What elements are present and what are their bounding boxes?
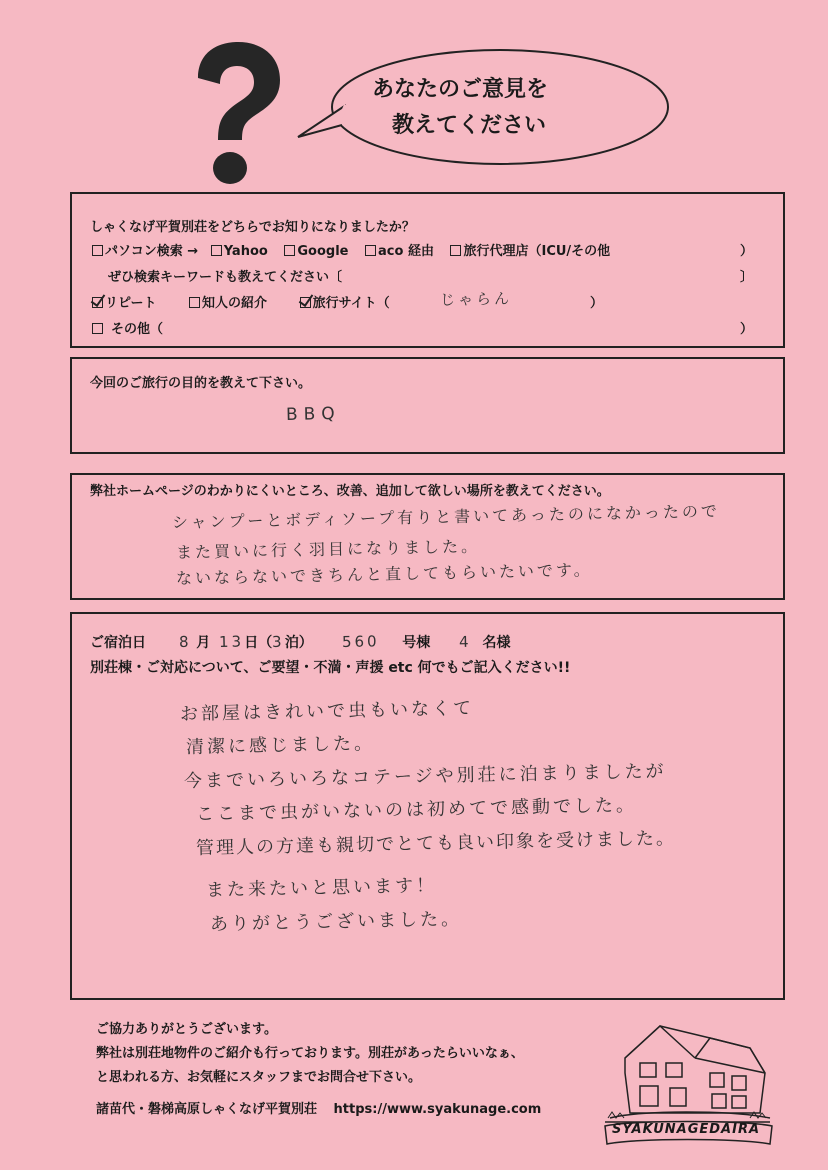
question-mark-icon (180, 40, 290, 190)
bubble-line-2: 教えてください (392, 113, 547, 138)
q4-answer-line-3: 今までいろいろなコテージや別荘に泊まりましたが (183, 760, 667, 792)
footer-thanks: ご協力ありがとうございます。 (96, 1022, 277, 1037)
footer-line-2: 弊社は別荘地物件のご紹介も行っております。別荘があったらいいなぁ、 (96, 1046, 524, 1061)
building-number: 560 (341, 632, 380, 651)
q4-answer-line-7: ありがとうございました。 (209, 908, 463, 935)
q4-answer-line-2: 清潔に感じました。 (185, 733, 376, 758)
q3-answer-line-2: また買いに行く羽目になりました。 (175, 536, 481, 562)
q4-title: 別荘棟・ご対応について、ご要望・不満・声援 etc 何でもご記入ください!! (90, 660, 571, 676)
yahoo-checkbox[interactable] (211, 245, 222, 256)
aco-checkbox[interactable] (365, 245, 376, 256)
other-checkbox[interactable] (92, 323, 103, 334)
q1-row4-close: ） (740, 322, 754, 337)
q1-row2-keyword: ぜひ検索キーワードも教えてください〔 (108, 270, 343, 285)
q1-row3-close: ） (590, 296, 604, 311)
q3-answer-line-3: ないならないできちんと直してもらいたいです。 (175, 560, 593, 588)
stay-row: ご宿泊日 8 月 13日（3泊） 560 号棟 4 名様 (90, 632, 511, 651)
stay-label: ご宿泊日 (90, 635, 146, 651)
q3-answer-line-1: シャンプーとボディソープ有りと書いてあったのになかったので (171, 501, 721, 532)
q2-answer: BBQ (285, 403, 341, 425)
stay-nights: 3 (272, 632, 285, 651)
people-count: 4 (458, 632, 472, 651)
travel-agency-checkbox[interactable] (450, 245, 461, 256)
q1-row1-close: ） (740, 244, 754, 259)
bubble-line-1: あなたのご意見を (372, 77, 549, 102)
friend-checkbox[interactable] (189, 297, 200, 308)
q2-title: 今回のご旅行の目的を教えて下さい。 (90, 376, 312, 391)
q1-row3: リピート 知人の紹介 旅行サイト（ (92, 292, 390, 311)
footer-url[interactable]: https://www.syakunage.com (333, 1102, 542, 1117)
q4-answer-line-6: また来たいと思います！ (205, 875, 438, 901)
travel-site-answer: じゃらん (439, 289, 513, 309)
q1-row4: その他（ (92, 318, 163, 337)
logo-text: SYAKUNAGEDAIRA (612, 1122, 761, 1137)
stay-day: 13 (218, 632, 245, 651)
q1-row2-close: 〕 (740, 270, 754, 285)
google-checkbox[interactable] (284, 245, 295, 256)
footer-line-3: と思われる方、お気軽にスタッフまでお問合せ下さい。 (96, 1070, 422, 1085)
pc-search-checkbox[interactable] (92, 245, 103, 256)
q4-answer-line-5: 管理人の方達も親切でとても良い印象を受けました。 (195, 827, 677, 859)
q4-answer-line-1: お部屋はきれいで虫もいなくて (179, 697, 475, 725)
q3-title: 弊社ホームページのわかりにくいところ、改善、追加して欲しい場所を教えてください。 (90, 484, 610, 499)
repeat-checkbox[interactable] (92, 297, 103, 308)
travel-site-checkbox[interactable] (300, 297, 311, 308)
q4-answer-line-4: ここまで虫がいないのは初めてで感動でした。 (195, 794, 638, 825)
q1-row1: パソコン検索 → Yahoo Google aco 経由 旅行代理店（ICU/その他 (92, 240, 610, 259)
q1-title: しゃくなげ平賀別荘をどちらでお知りになりましたか？ (90, 220, 415, 235)
stay-month: 8 (178, 632, 192, 651)
footer-company: 諸苗代・磐梯高原しゃくなげ平賀別荘 https://www.syakunage.com (96, 1102, 542, 1117)
